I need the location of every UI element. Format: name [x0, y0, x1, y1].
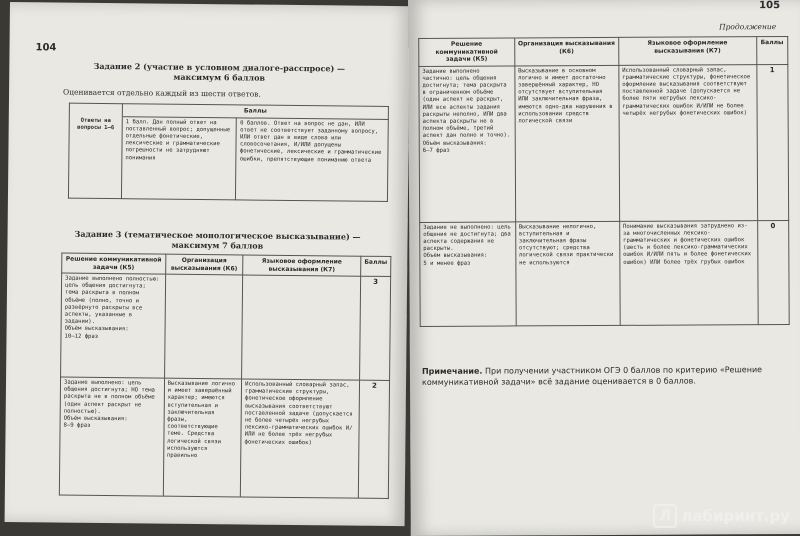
cont-row2-k7: Понимание высказывания затруднено из-за многочисленных лексико-грамматических и фонетических ошибок (шесть и более лексико-грамматических ошибок И/ИЛИ пять и более фонетических ошибок) ИЛИ более трёх грубых ошибок	[619, 220, 757, 325]
cont-header-k5: Решение коммуникативной задачи (К5)	[419, 38, 515, 66]
footnote	[422, 364, 792, 388]
cont-row1-k6: Высказывание в основном логично и имеет достаточно завершённый характер, НО отсутствует вступительная ИЛИ заключительная фраза, имеются одно-два нарушения в использовании средств логической связи	[515, 65, 620, 222]
task3-row-2-points	[59, 377, 389, 498]
watermark	[653, 504, 790, 528]
task3-header-k6: Организация высказывания (К6)	[165, 254, 243, 275]
cont-row1-k7: Использованный словарный запас, грамматические структуры, фонетическое оформление высказывания соответствуют поставленной задаче (допускается не более пяти негрубых лексико-грамматических ошибок И/ИЛИ не более четырёх негрубых фонетических ошибок)	[619, 64, 758, 221]
task2-empty-cell	[69, 103, 122, 116]
task3-row1-k6	[164, 274, 243, 379]
cont-row2-k6: Высказывание нелогично, вступительная и заключительная фразы отсутствуют; средства логической связи практически не используются	[515, 221, 620, 326]
task3-title-line1: Задание 3 (тематическое монологическое высказывание) —	[74, 228, 361, 242]
task2-table	[68, 103, 389, 202]
cont-header-score: Баллы	[756, 37, 788, 65]
cont-header-k7: Языковое оформление высказывания (К7)	[619, 37, 757, 65]
task2-title-line2: максимум 6 баллов	[173, 71, 266, 83]
task3-title-line2: максимум 7 баллов	[171, 239, 264, 251]
cont-row2-k5: Задание не выполнено: цель общения не достигнута; два аспекта содержания не раскрыты. Объём высказывания: 5 и менее фраз	[420, 221, 516, 325]
task3-heading	[47, 228, 387, 252]
task3-row1-k7	[242, 275, 361, 380]
task2-one-point-cell: 1 балл. Дан полный ответ на поставленный вопрос; допущенные отдельные фонетические, лексические и грамматические погрешности не затрудняют понимания	[121, 116, 236, 199]
page-number-right: 105	[759, 0, 781, 12]
left-page	[5, 2, 410, 526]
task2-note: Оценивается отдельно каждый из шести ответов.	[63, 87, 261, 99]
cont-row1-k5: Задание выполнено частично: цель общения достигнута; тема раскрыта в ограниченном объёме (один аспект не раскрыт, ИЛИ все аспекты задания раскрыты неполно, ИЛИ два аспекта раскрыты не в полном объёме, третий аспект дан полно и точно). Объём высказывания: 6—7 фраз	[419, 65, 516, 221]
cont-row-1-point	[419, 64, 789, 222]
cont-row1-score: 1	[756, 64, 788, 220]
footnote-bold: Примечание.	[421, 366, 483, 376]
task3-header-k5: Решение коммуникативной задачи (К5)	[62, 253, 166, 274]
task3-row2-k6: Высказывание логично и имеет завершённый характер; имеются вступительная и заключительная фразы, соответствующие теме. Средства логической связи используются правильно	[163, 378, 242, 497]
task3-table	[59, 253, 392, 499]
continuation-label: Продолжение	[719, 22, 777, 32]
right-page	[408, 0, 800, 536]
watermark-text: лабиринт.ру	[681, 507, 790, 525]
task2-title-line1: Задание 2 (участие в условном диалоге-расспросе) —	[93, 60, 346, 74]
task3-header-score: Баллы	[361, 256, 391, 276]
task3-row1-k5: Задание выполнено полностью: цель общения достигнута; тема раскрыта в полном объёме (полно, точно и развёрнуто раскрыты все аспекты, указанные в задании). Объём высказывания: 10—12 фраз	[61, 273, 166, 378]
task2-header-cell: Баллы	[122, 104, 388, 119]
cont-row-0-points	[420, 220, 790, 326]
task2-heading	[49, 60, 389, 84]
task3-header-k7: Языковое оформление высказывания (К7)	[243, 255, 361, 276]
continuation-table	[418, 36, 790, 326]
task2-zero-point-cell: 0 баллов. Ответ на вопрос не дан, ИЛИ ответ не соответствует заданному вопросу, ИЛИ ответ дан в виде слова или словосочетания, И/ИЛИ допущены фонетические, лексические и грамматические ошибки, препятствующие пониманию ответа	[236, 117, 388, 201]
task3-row1-score: 3	[359, 276, 390, 380]
task2-row-label: Ответы на вопросы 1—6	[68, 116, 122, 199]
task3-row2-k5: Задание выполнено: цель общения достигнута; НО тема раскрыта не в полном объёме (один аспект раскрыт не полностью). Объём высказывания: 8—9 фраз	[59, 377, 164, 496]
task3-row2-k7: Использованный словарный запас, грамматические структуры, фонетическое оформление высказывания соответствуют поставленной задаче (допускается не более четырёх негрубых лексико-грамматических ошибок И/ИЛИ не более трёх негрубых фонетических ошибок)	[241, 379, 360, 498]
labirint-logo-icon: Л	[653, 504, 677, 528]
footnote-text: При получении участником ОГЭ 0 баллов по критерию «Решение коммуникативной задачи» всё задание оценивается в 0 баллов.	[421, 365, 763, 387]
page-number-left: 104	[35, 42, 57, 54]
cont-header-k6: Организация высказывания (К6)	[514, 37, 618, 65]
task3-row2-score: 2	[358, 380, 389, 498]
task3-row-3-points	[61, 273, 391, 380]
cont-row2-score: 0	[757, 220, 789, 324]
